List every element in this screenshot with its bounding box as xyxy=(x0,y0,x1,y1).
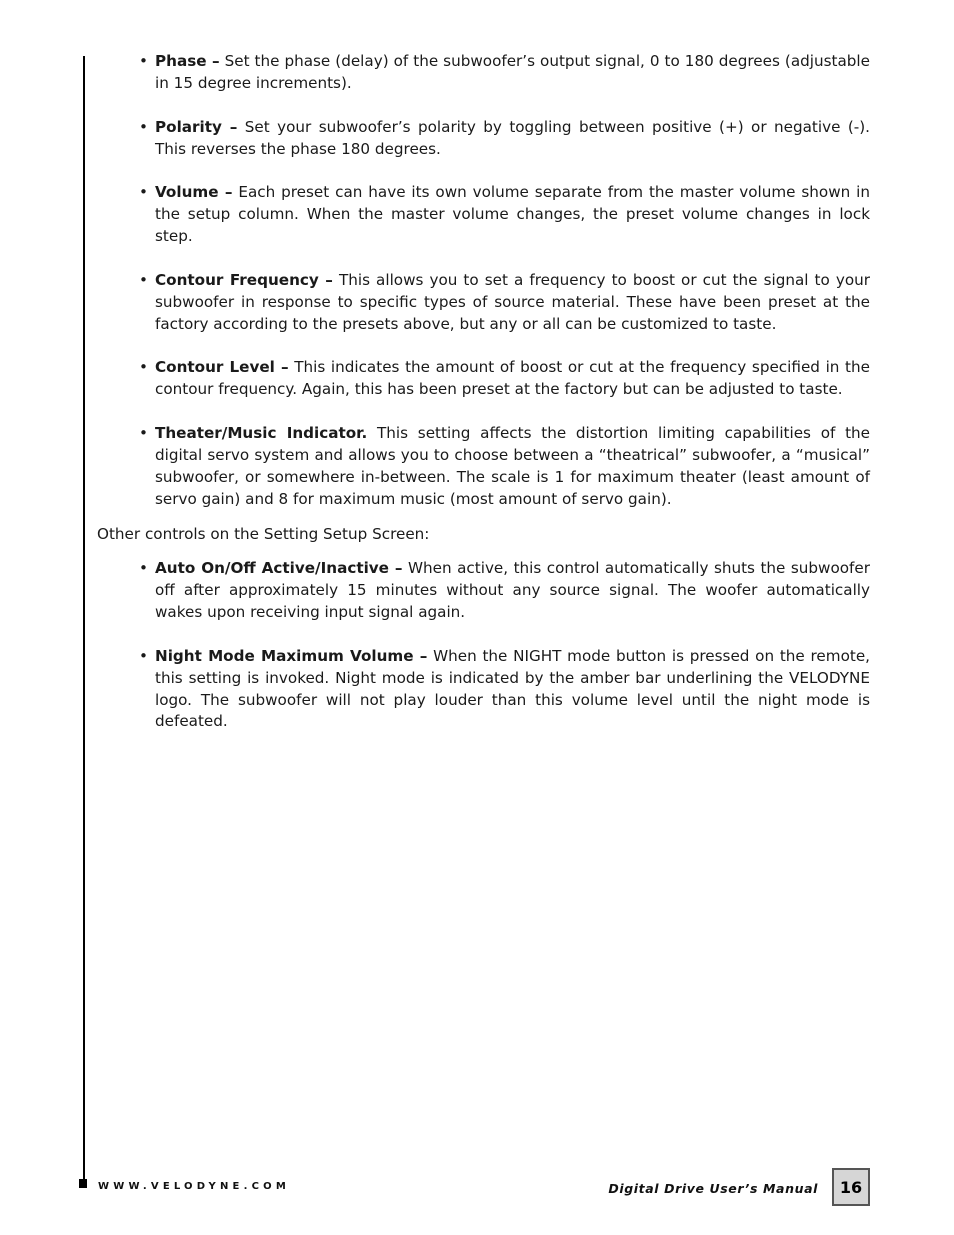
term-description: Set the phase (delay) of the subwoofer’s output signal, 0 to 180 degrees (adjustable in 15 degree increments). xyxy=(155,52,870,92)
term-description: This setting affects the distortion limiting capabilities of the digital servo system and allows you to choose between a “theatrical” subwoofer, a “musical” subwoofer, or somewhere in-between. The scale is 1 for maximum theater (least amount of servo gain) and 8 for maximum music (most amount of servo gain). xyxy=(155,423,871,508)
term-description: This indicates the amount of boost or cut at the frequency specified in the contour frequency. Again, this has been preset at the factory but can be adjusted to taste. xyxy=(155,358,870,399)
term-description: Set your subwoofer’s polarity by toggling between positive (+) or negative (-). This reverses the phase 180 degrees. xyxy=(155,117,871,158)
section-intro: Other controls on the Setting Setup Screen: xyxy=(97,525,430,544)
list-item-theater-music-indicator xyxy=(155,423,870,511)
list-item-auto-on-off xyxy=(155,558,870,624)
term-label: Polarity – xyxy=(155,117,238,136)
margin-rule xyxy=(83,56,85,1180)
term-label: Theater/Music Indicator. xyxy=(155,423,368,442)
list-item-night-mode xyxy=(155,646,870,734)
footer-manual-title: Digital Drive User’s Manual xyxy=(608,1181,818,1196)
other-controls-list xyxy=(97,558,870,733)
term-label: Contour Level – xyxy=(155,358,289,377)
term-label: Contour Frequency – xyxy=(155,270,333,289)
settings-list xyxy=(97,51,870,510)
list-item-contour-frequency xyxy=(155,270,870,336)
list-item-polarity xyxy=(155,117,870,161)
term-label: Volume – xyxy=(155,183,233,202)
footer-website: WWW.VELODYNE.COM xyxy=(98,1181,290,1192)
term-description: When active, this control automatically shuts the subwoofer off after approximately 15 minutes without any source signal. The woofer automatically wakes upon receiving input signal again. xyxy=(155,559,870,621)
term-description: Each preset can have its own volume separate from the master volume shown in the setup column. When the master volume changes, the preset volume changes in lock step. xyxy=(155,183,870,246)
term-label: Auto On/Off Active/Inactive – xyxy=(155,559,403,578)
margin-rule-end-marker xyxy=(79,1179,87,1188)
term-label: Night Mode Maximum Volume – xyxy=(155,646,428,665)
term-label: Phase – xyxy=(155,52,220,70)
term-description: This allows you to set a frequency to boost or cut the signal to your subwoofer in response to specific types of source material. These have been preset at the factory according to the presets above, but any or all can be customized to taste. xyxy=(155,270,871,333)
list-item-phase xyxy=(155,51,870,95)
page-number-box xyxy=(832,1168,870,1206)
page-body xyxy=(97,51,870,755)
list-item-contour-level xyxy=(155,357,870,401)
term-description: When the NIGHT mode button is pressed on the remote, this setting is invoked. Night mode is indicated by the amber bar underlining the VELODYNE logo. The subwoofer will not play louder than this volume level until the night mode is defeated. xyxy=(155,646,870,731)
page-number: 16 xyxy=(839,1177,863,1197)
list-item-volume xyxy=(155,182,870,248)
